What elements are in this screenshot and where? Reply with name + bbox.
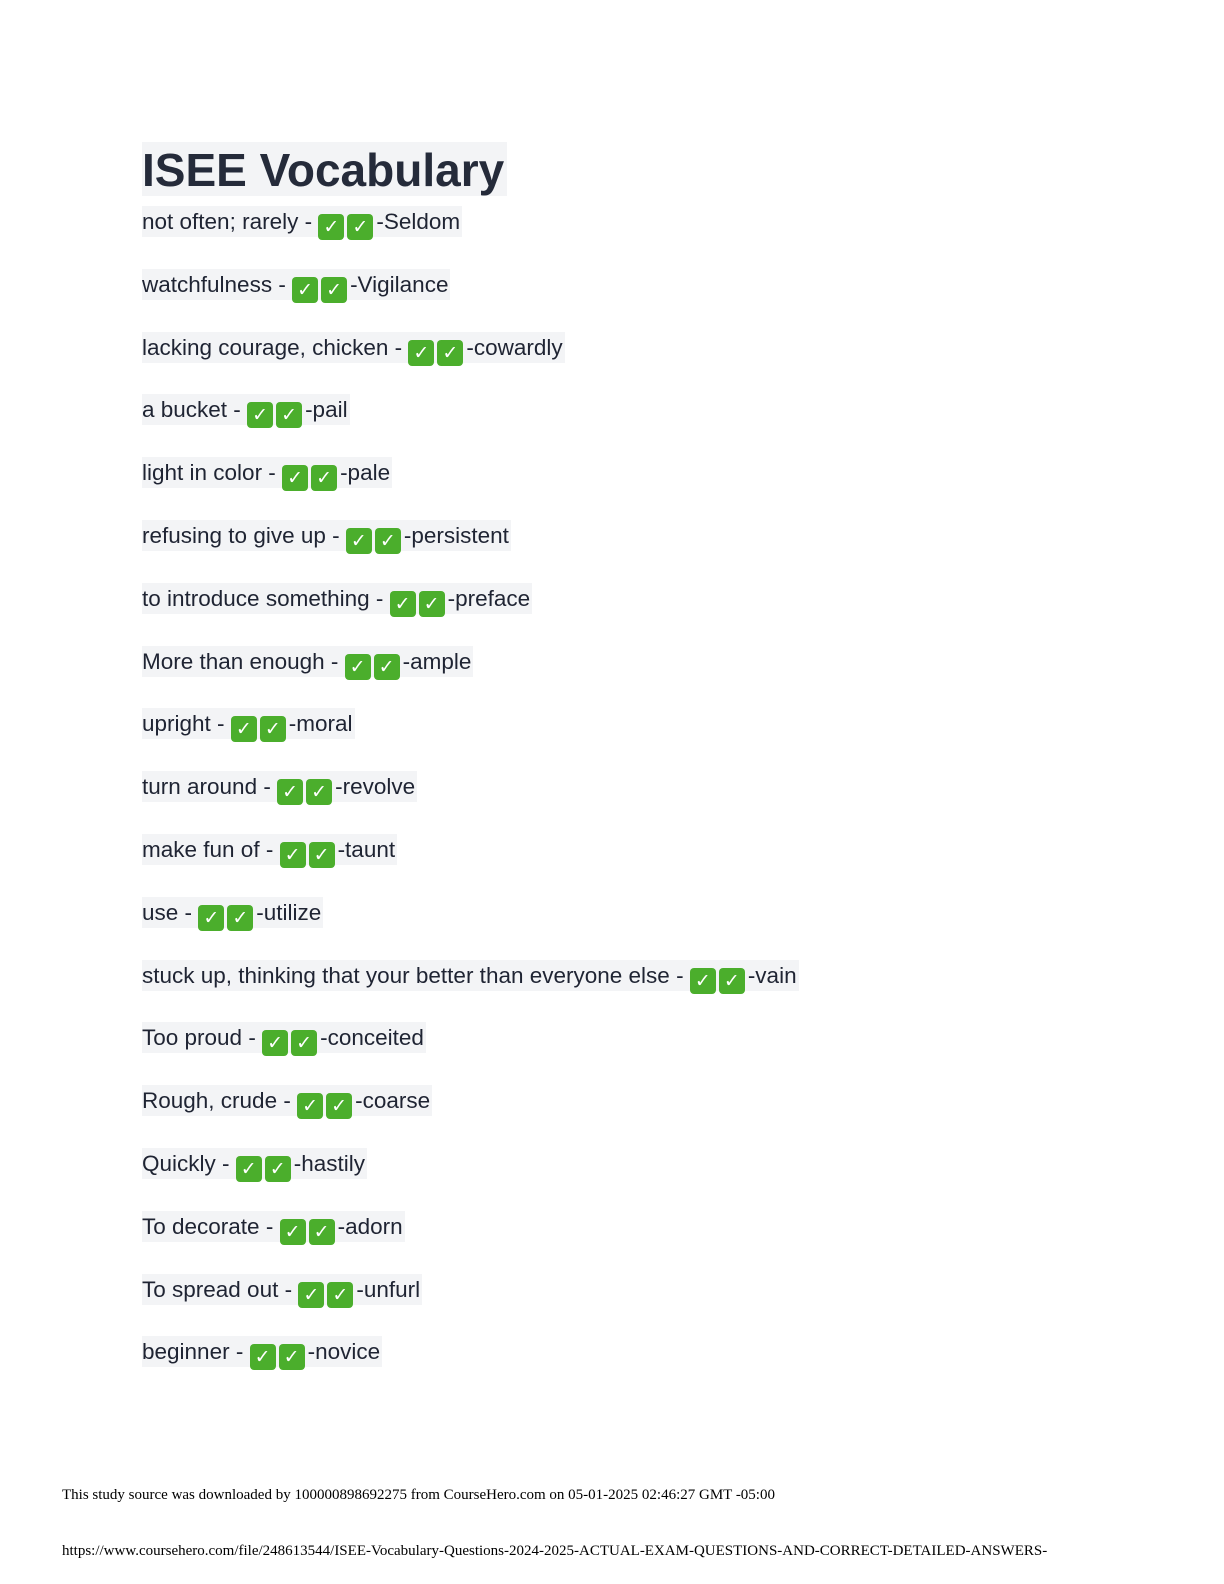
check-icon: ✓ — [719, 968, 745, 994]
entry-answer: -unfurl — [356, 1276, 421, 1302]
check-icon: ✓ — [345, 654, 371, 680]
entry-answer: -taunt — [337, 836, 396, 862]
vocab-entry — [142, 394, 799, 457]
check-icon: ✓ — [690, 968, 716, 994]
check-icon: ✓ — [236, 1156, 262, 1182]
entry-prompt: make fun of - — [142, 836, 280, 862]
check-icon: ✓ — [437, 340, 463, 366]
entry-answer: -persistent — [403, 522, 509, 548]
entry-prompt: lacking courage, chicken - — [142, 334, 409, 360]
entry-prompt: refusing to give up - — [142, 522, 346, 548]
check-icon: ✓ — [198, 905, 224, 931]
check-icon: ✓ — [309, 1219, 335, 1245]
entry-answer: -conceited — [320, 1025, 424, 1051]
vocabulary-list — [142, 206, 799, 1399]
vocab-entry — [142, 520, 799, 583]
vocab-entry — [142, 269, 799, 332]
vocab-entry — [142, 1148, 799, 1211]
entry-prompt: not often; rarely - — [142, 209, 319, 234]
vocab-entry — [142, 457, 799, 520]
entry-prompt: to introduce something - — [142, 585, 390, 611]
check-icon: ✓ — [262, 1030, 288, 1056]
vocab-entry — [142, 583, 799, 646]
entry-answer: -novice — [307, 1339, 381, 1365]
vocab-entry — [142, 1085, 799, 1148]
entry-prompt: light in color - — [142, 460, 283, 486]
entry-prompt: stuck up, thinking that your better than everyone else - — [142, 962, 690, 988]
entry-answer: -ample — [402, 648, 472, 674]
vocab-entry — [142, 332, 799, 395]
entry-answer: -Vigilance — [350, 271, 449, 297]
entry-prompt: To decorate - — [142, 1213, 280, 1239]
entry-prompt: watchfulness - — [142, 271, 293, 297]
check-icon: ✓ — [374, 654, 400, 680]
check-icon: ✓ — [318, 214, 344, 240]
check-icon: ✓ — [297, 1093, 323, 1119]
entry-answer: -vain — [747, 962, 797, 988]
entry-answer: -hastily — [293, 1150, 366, 1176]
entry-answer: -adorn — [337, 1213, 403, 1239]
entry-prompt: To spread out - — [142, 1276, 299, 1302]
check-icon: ✓ — [327, 1282, 353, 1308]
check-icon: ✓ — [321, 277, 347, 303]
check-icon: ✓ — [280, 842, 306, 868]
vocab-entry — [142, 1336, 799, 1399]
check-icon: ✓ — [346, 528, 372, 554]
check-icon: ✓ — [247, 402, 273, 428]
check-icon: ✓ — [276, 402, 302, 428]
check-icon: ✓ — [260, 716, 286, 742]
check-icon: ✓ — [311, 465, 337, 491]
entry-prompt: beginner - — [142, 1339, 250, 1365]
entry-prompt: Rough, crude - — [142, 1088, 298, 1114]
vocab-entry — [142, 1274, 799, 1337]
entry-prompt: a bucket - — [142, 397, 248, 423]
check-icon: ✓ — [326, 1093, 352, 1119]
entry-answer: -Seldom — [376, 209, 461, 234]
check-icon: ✓ — [298, 1282, 324, 1308]
entry-prompt: turn around - — [142, 774, 278, 800]
vocab-entry — [142, 646, 799, 709]
vocab-entry — [142, 708, 799, 771]
vocab-entry — [142, 960, 799, 1023]
check-icon: ✓ — [231, 716, 257, 742]
entry-prompt: Quickly - — [142, 1150, 236, 1176]
vocab-entry — [142, 771, 799, 834]
entry-answer: -coarse — [355, 1088, 431, 1114]
check-icon: ✓ — [419, 591, 445, 617]
check-icon: ✓ — [250, 1344, 276, 1370]
entry-answer: -cowardly — [466, 334, 563, 360]
vocab-entry — [142, 897, 799, 960]
entry-answer: -preface — [447, 585, 531, 611]
check-icon: ✓ — [375, 528, 401, 554]
check-icon: ✓ — [408, 340, 434, 366]
check-icon: ✓ — [280, 1219, 306, 1245]
check-icon: ✓ — [279, 1344, 305, 1370]
check-icon: ✓ — [309, 842, 335, 868]
entry-answer: -utilize — [256, 899, 322, 925]
entry-answer: -moral — [288, 711, 353, 737]
check-icon: ✓ — [282, 465, 308, 491]
source-url: https://www.coursehero.com/file/248613544/ISEE-Vocabulary-Questions-2024-2025-ACTUAL-EXAM-QUESTIONS-AND-CORRECT-DETAILED-ANSWERS- — [62, 1543, 1048, 1559]
vocab-entry — [142, 206, 799, 269]
entry-answer: -revolve — [335, 774, 416, 800]
check-icon: ✓ — [291, 1030, 317, 1056]
check-icon: ✓ — [347, 214, 373, 240]
entry-prompt: upright - — [142, 711, 231, 737]
entry-answer: -pail — [305, 397, 348, 423]
check-icon: ✓ — [227, 905, 253, 931]
entry-prompt: Too proud - — [142, 1025, 263, 1051]
vocab-entry — [142, 1211, 799, 1274]
vocab-entry — [142, 1022, 799, 1085]
vocab-entry — [142, 834, 799, 897]
check-icon: ✓ — [306, 779, 332, 805]
entry-prompt: More than enough - — [142, 648, 345, 674]
check-icon: ✓ — [390, 591, 416, 617]
entry-prompt: use - — [142, 899, 199, 925]
check-icon: ✓ — [265, 1156, 291, 1182]
check-icon: ✓ — [277, 779, 303, 805]
page-title: ISEE Vocabulary — [142, 142, 507, 196]
check-icon: ✓ — [292, 277, 318, 303]
download-notice: This study source was downloaded by 100000898692275 from CourseHero.com on 05-01-2025 02:46:27 GMT -05:00 — [62, 1487, 775, 1503]
entry-answer: -pale — [340, 460, 391, 486]
